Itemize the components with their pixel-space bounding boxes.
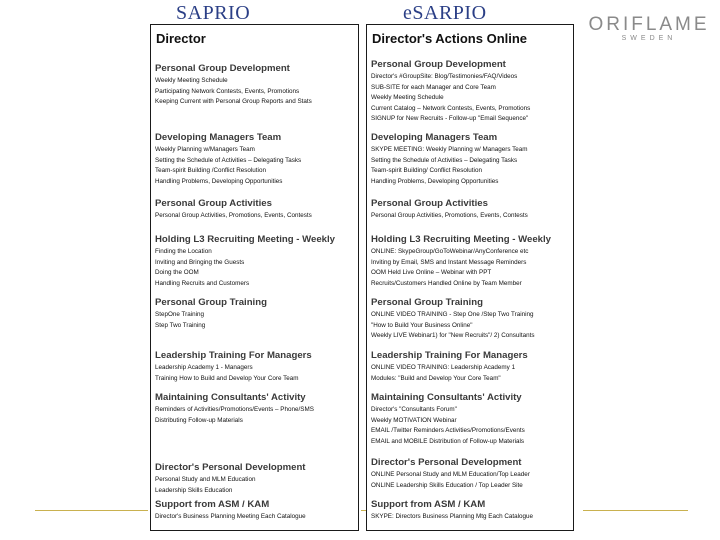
section-line: EMAIL /Twitter Reminders Activities/Promotions/Events [371, 427, 525, 434]
divider-line [583, 510, 688, 511]
section-heading: Developing Managers Team [371, 132, 498, 143]
divider-line [35, 510, 148, 511]
section-line: SUB-SITE for each Manager and Core Team [371, 83, 496, 91]
section-heading: Personal Group Activities [371, 198, 488, 209]
section-developing-managers-team [371, 132, 571, 187]
esarpio-title: eSARPIO [403, 2, 487, 24]
section-line: ONLINE Leadership Skills Education / Top Leader Site [371, 481, 523, 489]
section-line: Keeping Current with Personal Group Reports and Stats [155, 98, 312, 105]
section-heading: Support from ASM / KAM [155, 499, 270, 510]
section-line: Handling Recruits and Customers [155, 279, 250, 287]
section-recruiting-meeting [371, 234, 571, 289]
saprio-title: SAPRIO [176, 2, 251, 24]
section-line: Personal Study and MLM Education [155, 476, 256, 483]
logo-wordmark: ORIFLAME [588, 14, 710, 35]
section-heading: Holding L3 Recruiting Meeting - Weekly [371, 234, 551, 245]
section-support-asm-kam [155, 499, 356, 523]
section-line: Weekly MOTIVATION Webinar [371, 416, 457, 424]
section-line: Handling Problems, Developing Opportunities [155, 177, 283, 185]
column-title: Director's Actions Online [372, 31, 528, 46]
section-heading: Personal Group Development [371, 59, 506, 70]
section-line: OOM Held Live Online – Webinar with PPT [371, 269, 492, 276]
section-line: Team-spirit Building/ Conflict Resolution [371, 167, 482, 174]
section-consultants-activity [155, 392, 356, 426]
section-line: Training How to Build and Develop Your Core Team [155, 374, 299, 382]
section-heading: Personal Group Training [155, 297, 267, 308]
oriflame-logo [582, 14, 716, 42]
section-personal-group-development [371, 59, 571, 125]
section-line: Inviting and Bringing the Guests [155, 258, 245, 266]
section-line: Current Catalog – Network Contests, Events, Promotions [371, 104, 531, 112]
section-developing-managers-team [155, 132, 356, 187]
section-recruiting-meeting [155, 234, 356, 289]
section-personal-group-training [155, 297, 356, 331]
logo-subtitle: SWEDEN [621, 35, 677, 42]
section-line: Inviting by Email, SMS and Instant Message Reminders [371, 258, 527, 266]
section-consultants-activity [371, 392, 571, 447]
section-line: ONLINE VIDEO TRAINING - Step One /Step Two Training [371, 311, 534, 318]
section-line: Modules: "Build and Develop Your Core Team" [371, 374, 501, 382]
section-line: SIGNUP for New Recruits - Follow-up "Email Sequence" [371, 115, 529, 122]
section-heading: Developing Managers Team [155, 132, 282, 143]
section-line: Recruits/Customers Handled Online by Team Member [371, 279, 522, 287]
section-line: Setting the Schedule of Activities – Delegating Tasks [155, 156, 302, 164]
section-personal-group-development [155, 63, 356, 108]
director-column [150, 24, 359, 531]
section-line: Finding the Location [155, 248, 212, 255]
section-line: Weekly Meeting Schedule [371, 94, 444, 101]
section-heading: Maintaining Consultants' Activity [155, 392, 306, 403]
section-line: SKYPE: Directors Business Planning Mtg Each Catalogue [371, 513, 534, 520]
section-line: Reminders of Activities/Promotions/Events – Phone/SMS [155, 406, 314, 413]
section-line: Director's #GroupSite: Blog/Testimonies/FAQ/Videos [371, 73, 518, 80]
section-line: Weekly Planning w/Managers Team [155, 146, 255, 153]
section-line: Doing the OOM [155, 269, 199, 276]
section-line: Weekly LIVE Webinar1) for "New Recruits"/ 2) Consultants [371, 332, 535, 339]
section-line: ONLINE VIDEO TRAINING: Leadership Academy 1 [371, 364, 516, 371]
column-title: Director [156, 31, 206, 46]
section-line: Personal Group Activities, Promotions, Events, Contests [371, 212, 528, 219]
directors-actions-online-column [366, 24, 574, 531]
section-line: Step Two Training [155, 321, 206, 329]
section-personal-group-activities [155, 198, 356, 222]
section-heading: Leadership Training For Managers [371, 350, 528, 361]
section-line: ONLINE Personal Study and MLM Education/Top Leader [371, 471, 530, 478]
section-support-asm-kam [371, 499, 571, 523]
section-line: StepOne Training [155, 311, 205, 318]
section-personal-development [371, 457, 571, 491]
section-personal-group-training [371, 297, 571, 342]
section-line: Personal Group Activities, Promotions, Events, Contests [155, 212, 312, 219]
section-heading: Personal Group Training [371, 297, 483, 308]
section-heading: Leadership Training For Managers [155, 350, 312, 361]
section-line: Leadership Academy 1 - Managers [155, 364, 253, 371]
section-leadership-training [371, 350, 571, 384]
section-heading: Support from ASM / KAM [371, 499, 486, 510]
section-line: Participating Network Contests, Events, Promotions [155, 87, 300, 95]
section-personal-group-activities [371, 198, 571, 222]
section-heading: Director's Personal Development [371, 457, 522, 468]
section-heading: Maintaining Consultants' Activity [371, 392, 522, 403]
section-line: EMAIL and MOBILE Distribution of Follow-up Materials [371, 437, 525, 445]
section-line: ONLINE: SkypeGroup/GoToWebinar/AnyConference etc [371, 248, 529, 255]
section-line: Leadership Skills Education [155, 486, 233, 494]
section-line: Director's Business Planning Meeting Each Catalogue [155, 513, 306, 520]
section-line: Distributing Follow-up Materials [155, 416, 243, 424]
section-line: SKYPE MEETING: Weekly Planning w/ Managers Team [371, 146, 528, 153]
section-personal-development [155, 462, 356, 496]
section-heading: Holding L3 Recruiting Meeting - Weekly [155, 234, 335, 245]
section-leadership-training [155, 350, 356, 384]
section-line: Handling Problems, Developing Opportunities [371, 177, 499, 185]
section-heading: Personal Group Activities [155, 198, 272, 209]
section-heading: Director's Personal Development [155, 462, 306, 473]
section-heading: Personal Group Development [155, 63, 290, 74]
section-line: "How to Build Your Business Online" [371, 321, 473, 329]
section-line: Team-spirit Building /Conflict Resolution [155, 167, 266, 174]
section-line: Director's "Consultants Forum" [371, 406, 457, 413]
section-line: Weekly Meeting Schedule [155, 77, 228, 84]
section-line: Setting the Schedule of Activities – Delegating Tasks [371, 156, 518, 164]
